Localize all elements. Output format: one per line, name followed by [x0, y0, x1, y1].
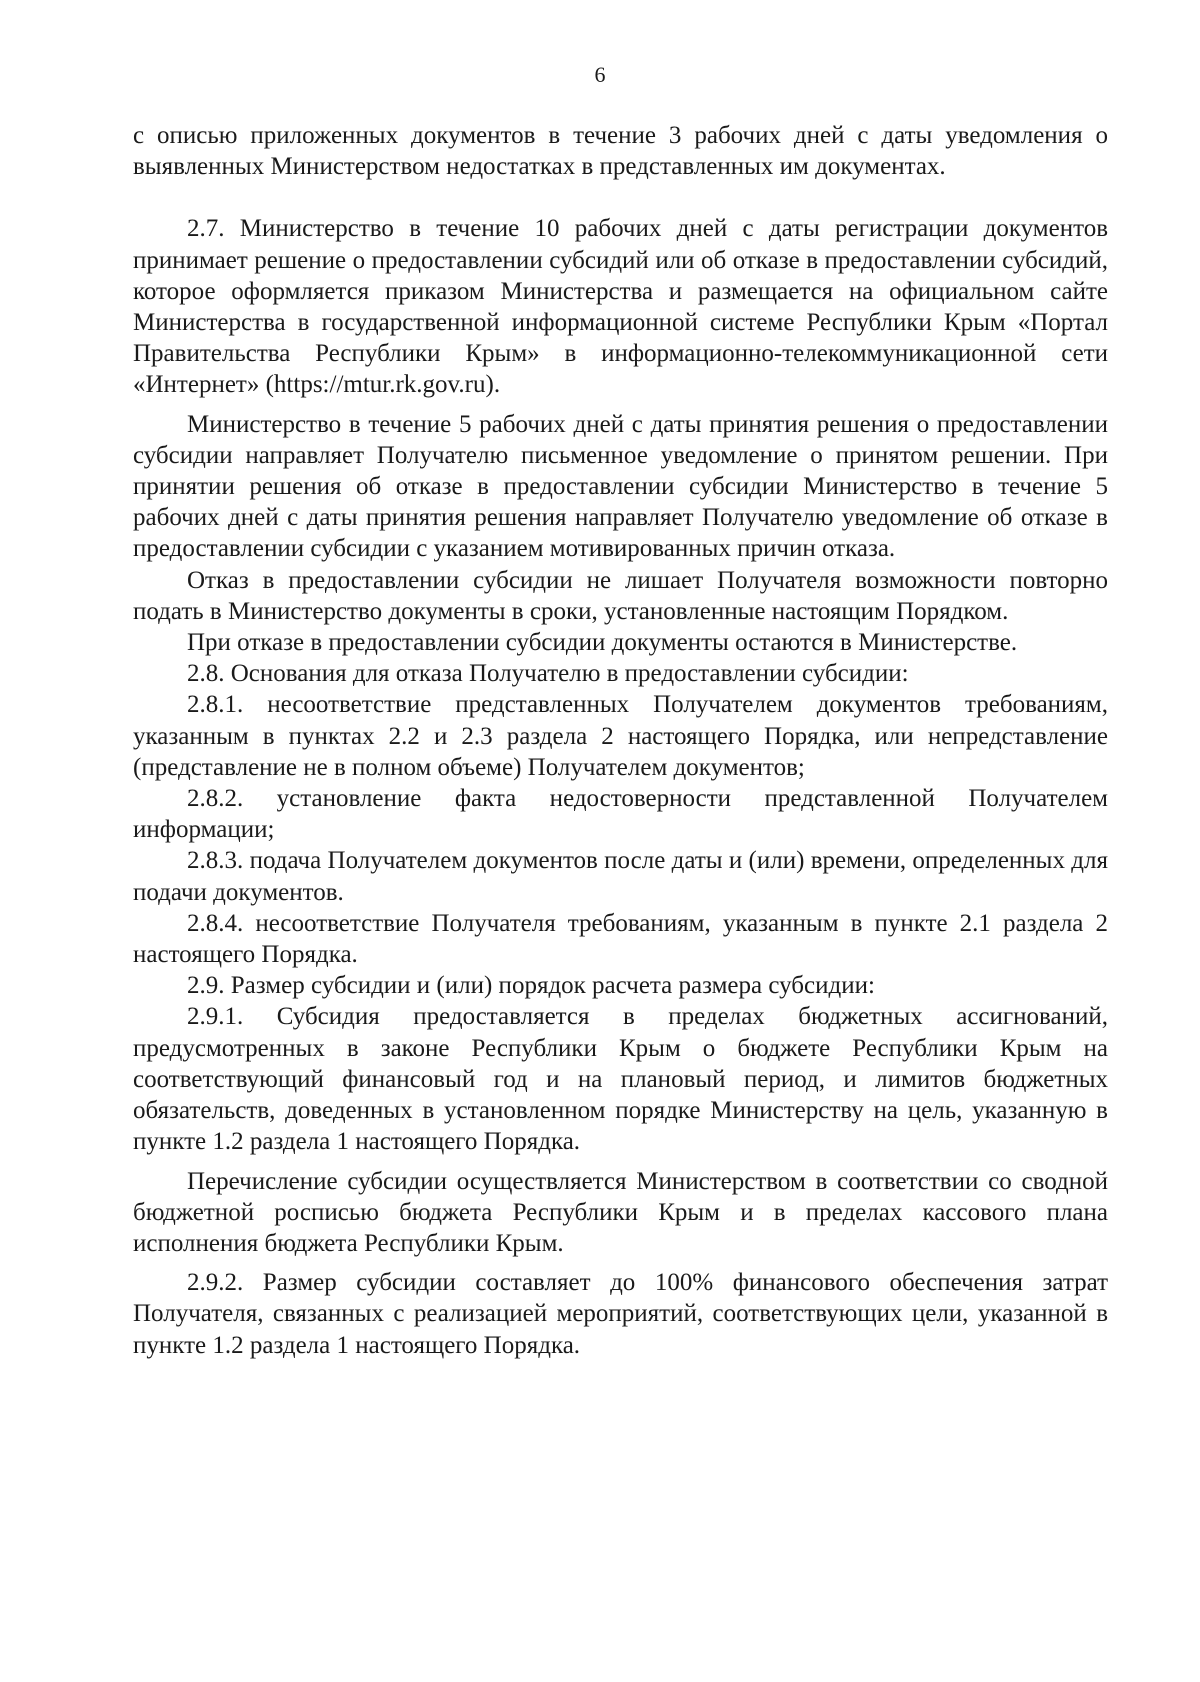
page-number: 6: [594, 62, 606, 87]
paragraph-2-8-2: 2.8.2. установление факта недостоверности представленной Получателем информации;: [133, 785, 1108, 844]
paragraph-2-7: 2.7. Министерство в течение 10 рабочих дней с даты регистрации документов принимает решение о предоставлении субсидий или об отказе в предоставлении субсидий, которое оформляется приказом Министерства и размещается на официальном сайте Министерства в государственной информационной системе Республики Крым «Портал Правительства Республики Крым» в информационно-телекоммуникационной сети «Интернет» (https://mtur.rk.gov.ru).: [133, 215, 1108, 399]
paragraph-2-9-2: 2.9.2. Размер субсидии составляет до 100% финансового обеспечения затрат Получателя, связанных с реализацией мероприятий, соответствующих цели, указанной в пункте 1.2 раздела 1 настоящего Порядка.: [133, 1269, 1108, 1359]
paragraph-refusal-rights: Отказ в предоставлении субсидии не лишает Получателя возможности повторно подать в Министерство документы в сроки, установленные настоящим Порядком.: [133, 566, 1108, 625]
paragraph-2-9-1: 2.9.1. Субсидия предоставляется в пределах бюджетных ассигнований, предусмотренных в законе Республики Крым о бюджете Республики Крым на соответствующий финансовый год и на плановый период, и лимитов бюджетных обязательств, доведенных в установленном порядке Министерству на цель, указанную в пункте 1.2 раздела 1 настоящего Порядка.: [133, 1003, 1108, 1156]
paragraph-2-8-4: 2.8.4. несоответствие Получателя требованиям, указанным в пункте 2.1 раздела 2 настоящего Порядка.: [133, 909, 1108, 969]
paragraph-documents-remain: При отказе в предоставлении субсидии документы остаются в Министерстве.: [187, 629, 1018, 657]
paragraph-notification: Министерство в течение 5 рабочих дней с даты принятия решения о предоставлении субсидии направляет Получателю письменное уведомление о принятом решении. При принятии решения об отказе в предоставлении субсидии Министерство в течение 5 рабочих дней с даты принятия решения направляет Получателю уведомление об отказе в предоставлении субсидии с указанием мотивированных причин отказа.: [133, 410, 1108, 563]
paragraph-2-8: 2.8. Основания для отказа Получателю в предоставлении субсидии:: [187, 660, 909, 688]
paragraph-transfer: Перечисление субсидии осуществляется Министерством в соответствии со сводной бюджетной росписью бюджета Республики Крым и в пределах кассового плана исполнения бюджета Республики Крым.: [133, 1167, 1108, 1257]
paragraph-continuation: с описью приложенных документов в течение 3 рабочих дней с даты уведомления о выявленных Министерством недостатках в представленных им документах.: [133, 122, 1108, 181]
paragraph-2-8-3: 2.8.3. подача Получателем документов после даты и (или) времени, определенных для подачи документов.: [133, 847, 1108, 906]
paragraph-2-8-1: 2.8.1. несоответствие представленных Получателем документов требованиям, указанным в пунктах 2.2 и 2.3 раздела 2 настоящего Порядка, или непредставление (представление не в полном объеме) Получателем документов;: [133, 691, 1108, 781]
paragraph-2-9: 2.9. Размер субсидии и (или) порядок расчета размера субсидии:: [187, 972, 875, 1000]
document-body: [133, 120, 1108, 1361]
